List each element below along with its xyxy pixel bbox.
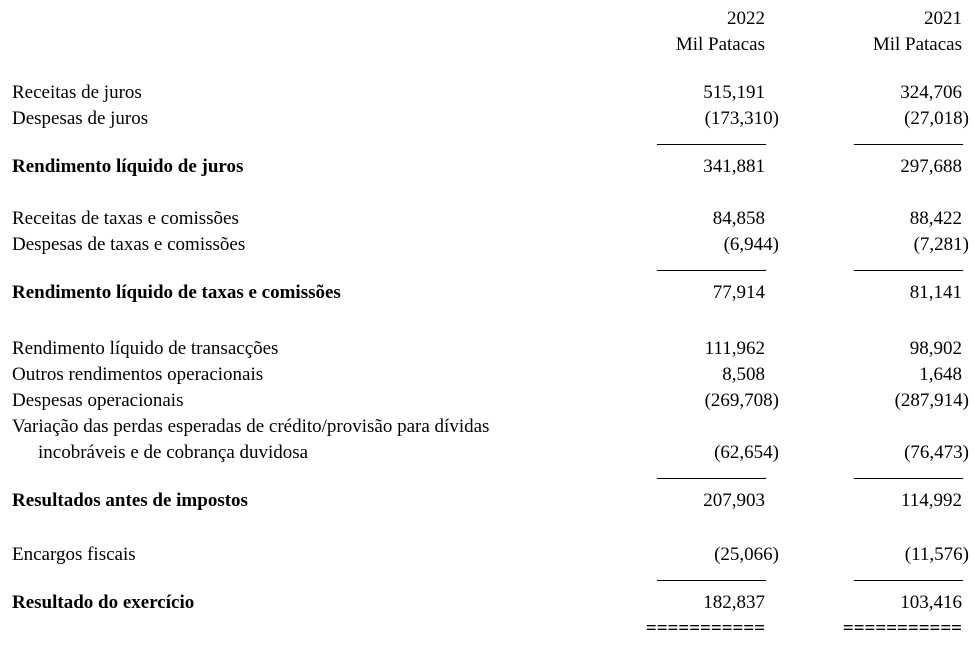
row-label: Despesas de juros	[12, 108, 149, 129]
single-rule-row	[0, 569, 969, 590]
value-2021: (76,473)	[904, 442, 969, 463]
row-label: Outros rendimentos operacionais	[12, 364, 264, 385]
row-label-line2: incobráveis e de cobrança duvidosa	[38, 442, 309, 463]
rule-spacer	[0, 472, 620, 484]
header-unit-2021: Mil Patacas	[872, 34, 962, 55]
single-rule-2021: ——————	[854, 569, 962, 590]
spacer	[0, 514, 969, 542]
single-rule-2021: ——————	[854, 259, 962, 280]
rule-spacer	[0, 622, 620, 635]
header-year-2021: 2021	[924, 8, 962, 29]
row-label: Despesas de taxas e comissões	[12, 234, 246, 255]
rule-spacer	[0, 264, 620, 276]
value-2022: (25,066)	[714, 544, 779, 565]
row-variacao-das-perdas-esperadas	[0, 414, 969, 466]
value-2021: (27,018)	[904, 108, 969, 129]
value-2021: 297,688	[900, 156, 962, 177]
value-2022: (269,708)	[704, 390, 779, 411]
value-2021: 114,992	[900, 490, 962, 511]
row-despesas-de-juros	[0, 106, 969, 132]
value-2021: 98,902	[909, 338, 962, 359]
double-rule-2022: ===========	[645, 618, 765, 639]
row-label: Despesas operacionais	[12, 390, 184, 411]
header-unit-row	[0, 32, 969, 58]
value-2022: 8,508	[722, 364, 765, 385]
value-2022: 111,962	[704, 338, 765, 359]
double-rule-row	[0, 618, 969, 639]
single-rule-2022: ——————	[657, 133, 765, 154]
spacer	[0, 306, 969, 336]
value-2022: 207,903	[703, 490, 765, 511]
value-2021: 88,422	[909, 208, 962, 229]
row-receitas-de-taxas-e-comissoes	[0, 206, 969, 232]
rule-spacer	[0, 138, 620, 150]
row-label: Receitas de juros	[12, 82, 142, 103]
row-label	[0, 414, 634, 466]
row-receitas-de-juros	[0, 80, 969, 106]
row-despesas-de-taxas-e-comissoes	[0, 232, 969, 258]
value-2022: (173,310)	[704, 108, 779, 129]
row-label: Encargos fiscais	[12, 544, 136, 565]
value-2022: (6,944)	[723, 234, 779, 255]
value-2021: (11,576)	[904, 544, 969, 565]
row-outros-rendimentos-operacionais	[0, 362, 969, 388]
row-resultados-antes-de-impostos	[0, 488, 969, 514]
value-2022: 84,858	[712, 208, 765, 229]
single-rule-2022: ——————	[657, 467, 765, 488]
header-year-2022: 2022	[727, 8, 765, 29]
single-rule-2021: ——————	[854, 467, 962, 488]
value-2022: 515,191	[703, 82, 765, 103]
row-label: Resultados antes de impostos	[12, 490, 248, 511]
row-label: Resultado do exercício	[12, 592, 195, 613]
row-despesas-operacionais	[0, 388, 969, 414]
spacer	[0, 58, 969, 80]
value-2022: (62,654)	[714, 442, 779, 463]
value-2021: (7,281)	[913, 234, 969, 255]
header-year-row	[0, 6, 969, 32]
row-rendimento-liquido-de-juros	[0, 154, 969, 180]
value-2021: 103,416	[900, 592, 962, 613]
row-label: Rendimento líquido de transacções	[12, 338, 279, 359]
single-rule-2022: ——————	[657, 569, 765, 590]
value-2022: 341,881	[703, 156, 765, 177]
double-rule-2021: ===========	[842, 618, 962, 639]
value-2022: 182,837	[703, 592, 765, 613]
single-rule-row	[0, 259, 969, 280]
row-encargos-fiscais	[0, 542, 969, 568]
spacer	[0, 180, 969, 206]
header-unit-2022: Mil Patacas	[675, 34, 765, 55]
row-rendimento-liquido-de-transaccoes	[0, 336, 969, 362]
value-2021: 1,648	[919, 364, 962, 385]
single-rule-row	[0, 133, 969, 154]
value-2021: 324,706	[900, 82, 962, 103]
value-2021: 81,141	[909, 282, 962, 303]
row-rendimento-liquido-de-taxas-e-comissoes	[0, 280, 969, 306]
row-label: Rendimento líquido de taxas e comissões	[12, 282, 341, 303]
row-label: Rendimento líquido de juros	[12, 156, 244, 177]
row-resultado-do-exercicio	[0, 590, 969, 616]
row-label: Receitas de taxas e comissões	[12, 208, 239, 229]
value-2021: (287,914)	[894, 390, 969, 411]
single-rule-2021: ——————	[854, 133, 962, 154]
row-label-line1: Variação das perdas esperadas de crédito/provisão para dívidas	[12, 416, 490, 437]
single-rule-2022: ——————	[657, 259, 765, 280]
value-2022: 77,914	[712, 282, 765, 303]
rule-spacer	[0, 574, 620, 586]
single-rule-row	[0, 467, 969, 488]
